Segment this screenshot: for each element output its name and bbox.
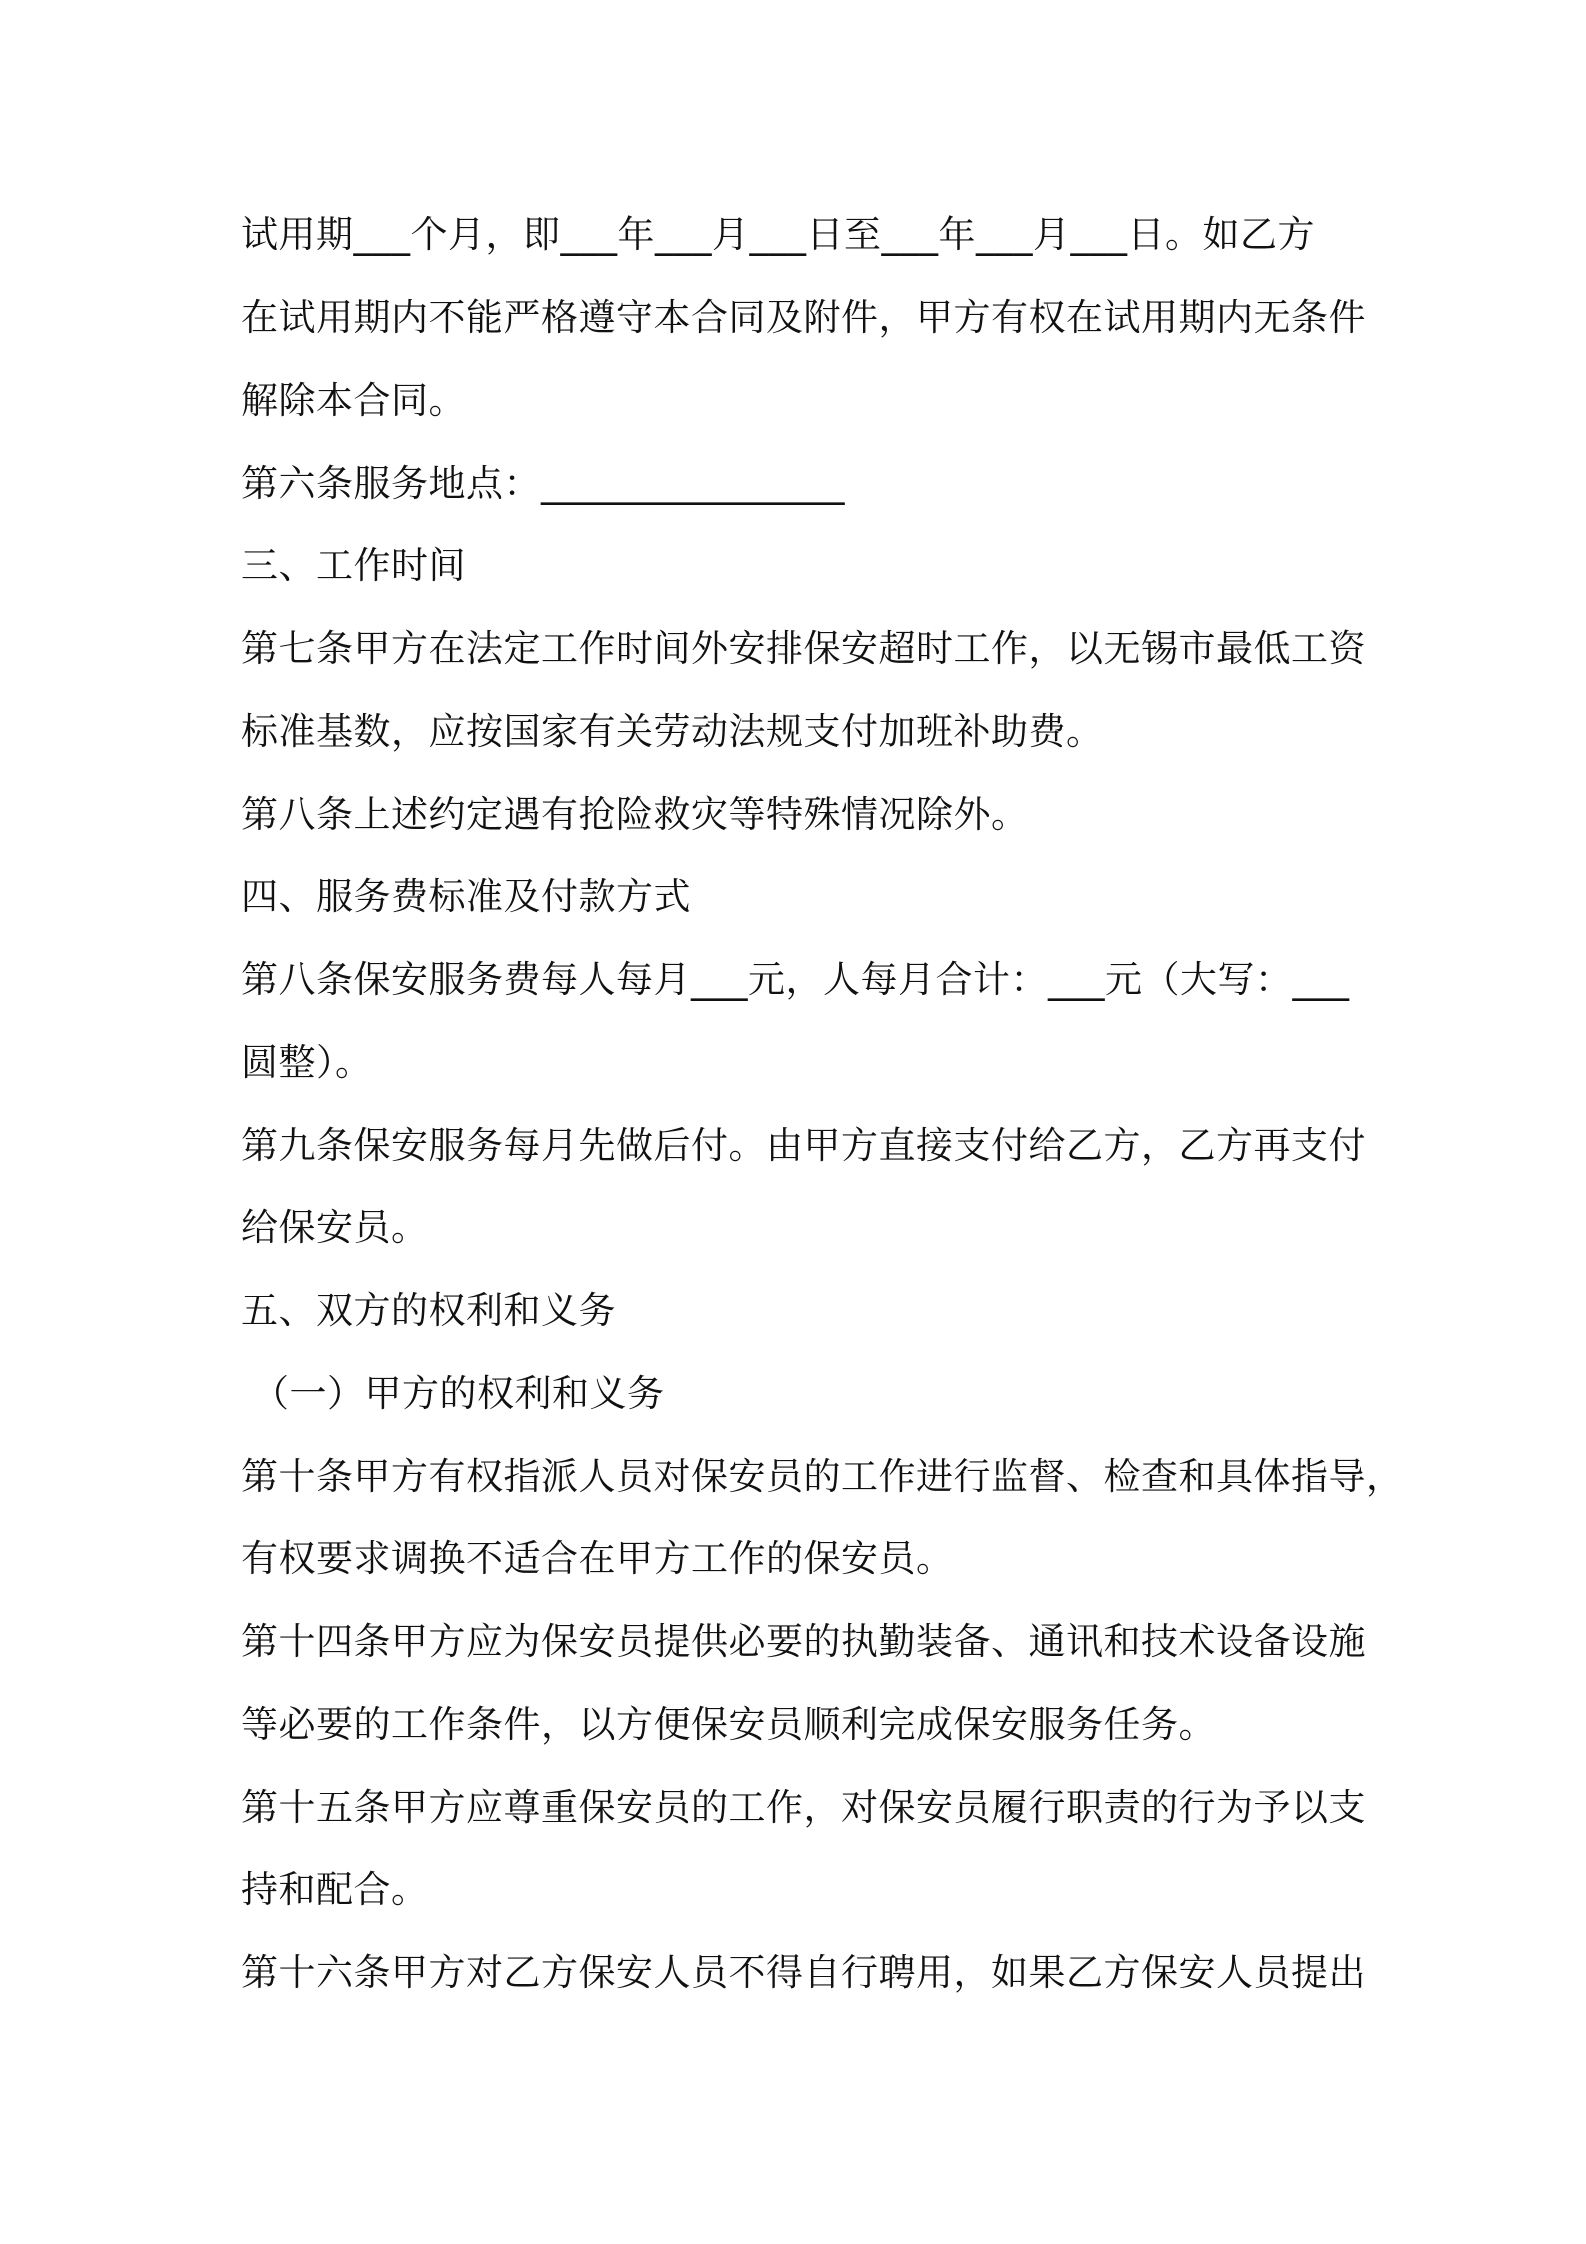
article-7-overtime: 第七条甲方在法定工作时间外安排保安超时工作，以无锡市最低工资 xyxy=(241,627,1366,670)
article-10-supervision: 第十条甲方有权指派人员对保安员的工作进行监督、检查和具体指导， xyxy=(241,1455,1404,1498)
article-6-service-location: 第六条服务地点：________________ xyxy=(241,462,845,505)
subsection-heading-party-a: （一）甲方的权利和义务 xyxy=(252,1372,665,1415)
article-15-respect: 第十五条甲方应尊重保安员的工作，对保安员履行职责的行为予以支 xyxy=(241,1786,1366,1829)
article-14-equipment-continued: 等必要的工作条件，以方便保安员顺利完成保安服务任务。 xyxy=(241,1703,1216,1746)
section-heading-fees-payment: 四、服务费标准及付款方式 xyxy=(241,875,691,918)
section-heading-working-hours: 三、工作时间 xyxy=(241,544,466,587)
text-line-probation-terms: 在试用期内不能严格遵守本合同及附件，甲方有权在试用期内无条件 xyxy=(241,296,1366,339)
text-line-terminate-contract: 解除本合同。 xyxy=(241,379,466,422)
article-14-equipment: 第十四条甲方应为保安员提供必要的执勤装备、通讯和技术设备设施 xyxy=(241,1620,1366,1663)
section-heading-rights-obligations: 五、双方的权利和义务 xyxy=(241,1289,616,1332)
article-10-supervision-continued: 有权要求调换不适合在甲方工作的保安员。 xyxy=(241,1537,954,1580)
article-8-service-fee: 第八条保安服务费每人每月___元，人每月合计：___元（大写：___ xyxy=(241,958,1350,1001)
article-8-service-fee-continued: 圆整）。 xyxy=(241,1041,373,1084)
article-15-respect-continued: 持和配合。 xyxy=(241,1868,429,1911)
article-9-payment-continued: 给保安员。 xyxy=(241,1206,429,1249)
article-8-exceptions: 第八条上述约定遇有抢险救灾等特殊情况除外。 xyxy=(241,793,1029,836)
article-16-no-hiring: 第十六条甲方对乙方保安人员不得自行聘用，如果乙方保安人员提出 xyxy=(241,1951,1366,1994)
article-7-overtime-continued: 标准基数，应按国家有关劳动法规支付加班补助费。 xyxy=(241,710,1104,753)
text-line-probation-period: 试用期___个月，即___年___月___日至___年___月___日。如乙方 xyxy=(241,213,1315,256)
article-9-payment: 第九条保安服务每月先做后付。由甲方直接支付给乙方，乙方再支付 xyxy=(241,1124,1366,1167)
